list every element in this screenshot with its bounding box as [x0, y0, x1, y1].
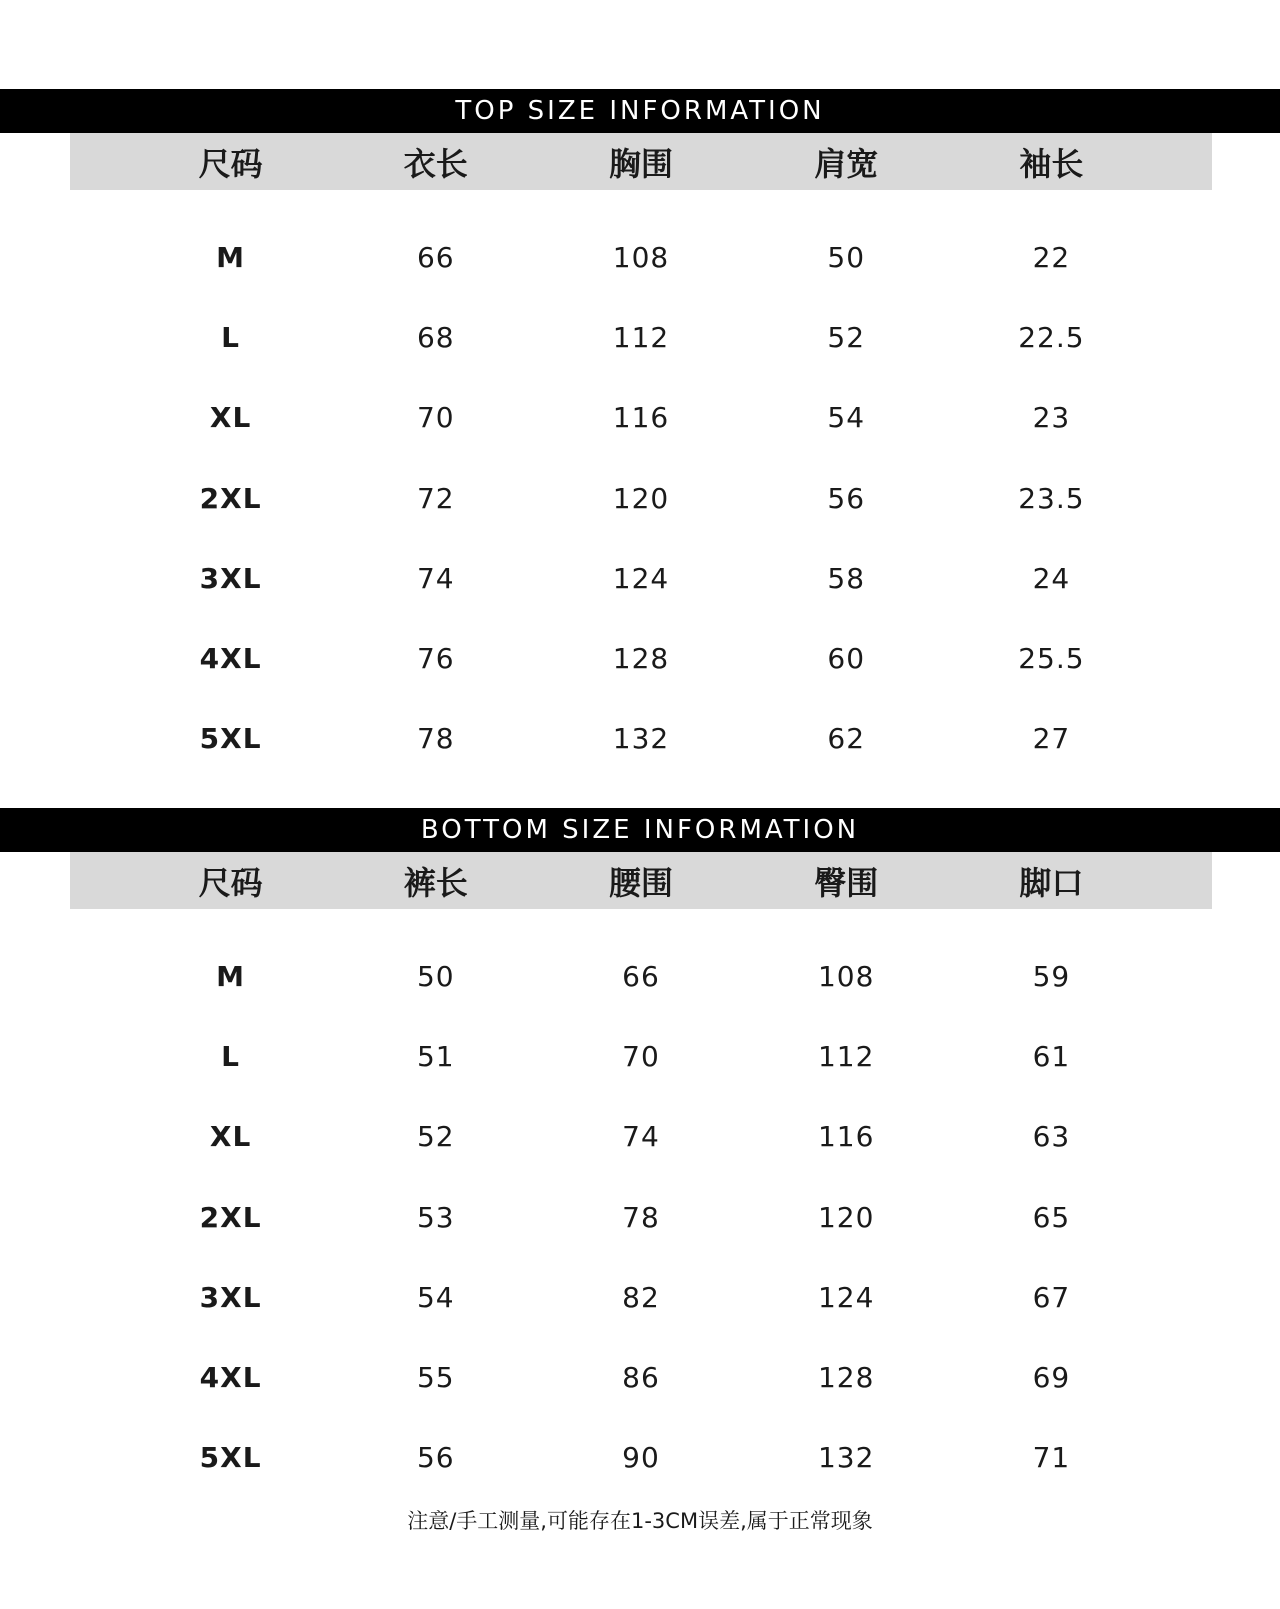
- value-cell: 66: [622, 959, 660, 993]
- value-cell: 124: [612, 561, 670, 595]
- value-cell: 132: [612, 722, 670, 756]
- header-cell-sleeve: 袖长: [1019, 144, 1084, 183]
- size-cell: L: [221, 1039, 241, 1073]
- header-cell-leg-opening: 脚口: [1019, 863, 1084, 902]
- table-row: [70, 1177, 1212, 1257]
- value-cell: 124: [817, 1280, 875, 1314]
- header-cell-length: 衣长: [403, 144, 468, 183]
- value-cell: 86: [622, 1361, 660, 1395]
- table-row: [70, 1016, 1212, 1096]
- value-cell: 69: [1032, 1361, 1071, 1395]
- table-row: [70, 458, 1212, 538]
- value-cell: 58: [827, 561, 866, 595]
- size-cell: M: [216, 240, 246, 274]
- value-cell: 90: [622, 1441, 660, 1475]
- size-cell: XL: [209, 401, 252, 435]
- value-cell: 27: [1032, 722, 1071, 756]
- value-cell: 53: [416, 1200, 455, 1234]
- value-cell: 78: [416, 722, 455, 756]
- bottom-size-section: [0, 808, 1280, 1498]
- value-cell: 24: [1032, 561, 1071, 595]
- value-cell: 71: [1032, 1441, 1071, 1475]
- value-cell: 120: [817, 1200, 875, 1234]
- value-cell: 25.5: [1018, 642, 1085, 676]
- size-cell: 4XL: [199, 642, 262, 676]
- table-row: [70, 1337, 1212, 1417]
- top-size-section: [0, 89, 1280, 779]
- table-row: [70, 297, 1212, 377]
- value-cell: 128: [817, 1361, 875, 1395]
- size-cell: 4XL: [199, 1361, 262, 1395]
- size-cell: 2XL: [199, 481, 262, 515]
- value-cell: 22: [1032, 240, 1071, 274]
- value-cell: 72: [416, 481, 455, 515]
- value-cell: 50: [416, 959, 455, 993]
- top-size-rows: [70, 190, 1212, 779]
- value-cell: 108: [612, 240, 670, 274]
- value-cell: 70: [416, 401, 455, 435]
- size-cell: M: [216, 959, 246, 993]
- table-row: [70, 1097, 1212, 1177]
- table-row: [70, 378, 1212, 458]
- value-cell: 50: [827, 240, 866, 274]
- bottom-size-header-row: [70, 852, 1212, 909]
- table-row: [70, 1418, 1212, 1498]
- size-cell: 3XL: [199, 1280, 262, 1314]
- bottom-size-banner: BOTTOM SIZE INFORMATION: [0, 808, 1280, 852]
- value-cell: 63: [1032, 1120, 1071, 1154]
- value-cell: 62: [827, 722, 866, 756]
- value-cell: 68: [416, 320, 455, 354]
- value-cell: 66: [416, 240, 455, 274]
- value-cell: 128: [612, 642, 670, 676]
- header-cell-pants-length: 裤长: [403, 863, 468, 902]
- size-cell: 5XL: [199, 722, 262, 756]
- value-cell: 76: [416, 642, 455, 676]
- bottom-size-rows: [70, 909, 1212, 1498]
- size-cell: XL: [209, 1120, 252, 1154]
- value-cell: 70: [622, 1039, 660, 1073]
- value-cell: 61: [1032, 1039, 1071, 1073]
- value-cell: 56: [827, 481, 866, 515]
- value-cell: 67: [1032, 1280, 1071, 1314]
- value-cell: 60: [827, 642, 866, 676]
- value-cell: 54: [827, 401, 866, 435]
- top-size-banner: TOP SIZE INFORMATION: [0, 89, 1280, 133]
- value-cell: 52: [416, 1120, 455, 1154]
- header-cell-size: 尺码: [198, 863, 263, 902]
- value-cell: 23: [1032, 401, 1071, 435]
- header-cell-waist: 腰围: [608, 863, 673, 902]
- value-cell: 65: [1032, 1200, 1071, 1234]
- measurement-note: 注意/手工测量,可能存在1-3CM误差,属于正常现象: [407, 1509, 873, 1533]
- table-row: [70, 936, 1212, 1016]
- value-cell: 52: [827, 320, 866, 354]
- value-cell: 74: [416, 561, 455, 595]
- value-cell: 132: [817, 1441, 875, 1475]
- size-cell: L: [221, 320, 241, 354]
- value-cell: 22.5: [1018, 320, 1085, 354]
- value-cell: 51: [416, 1039, 455, 1073]
- value-cell: 56: [416, 1441, 455, 1475]
- table-row: [70, 217, 1212, 297]
- top-size-header-row: [70, 133, 1212, 190]
- value-cell: 112: [612, 320, 670, 354]
- value-cell: 59: [1032, 959, 1071, 993]
- header-cell-size: 尺码: [198, 144, 263, 183]
- header-cell-chest: 胸围: [608, 144, 673, 183]
- header-cell-hip: 臀围: [814, 863, 879, 902]
- value-cell: 116: [612, 401, 670, 435]
- value-cell: 23.5: [1018, 481, 1085, 515]
- value-cell: 112: [817, 1039, 875, 1073]
- table-row: [70, 1257, 1212, 1337]
- table-row: [70, 699, 1212, 779]
- header-cell-shoulder: 肩宽: [814, 144, 879, 183]
- value-cell: 120: [612, 481, 670, 515]
- size-cell: 3XL: [199, 561, 262, 595]
- size-cell: 5XL: [199, 1441, 262, 1475]
- value-cell: 108: [817, 959, 875, 993]
- table-row: [70, 618, 1212, 698]
- value-cell: 55: [416, 1361, 455, 1395]
- value-cell: 74: [622, 1120, 660, 1154]
- value-cell: 82: [622, 1280, 660, 1314]
- table-row: [70, 538, 1212, 618]
- value-cell: 78: [622, 1200, 660, 1234]
- value-cell: 54: [416, 1280, 455, 1314]
- size-cell: 2XL: [199, 1200, 262, 1234]
- value-cell: 116: [817, 1120, 875, 1154]
